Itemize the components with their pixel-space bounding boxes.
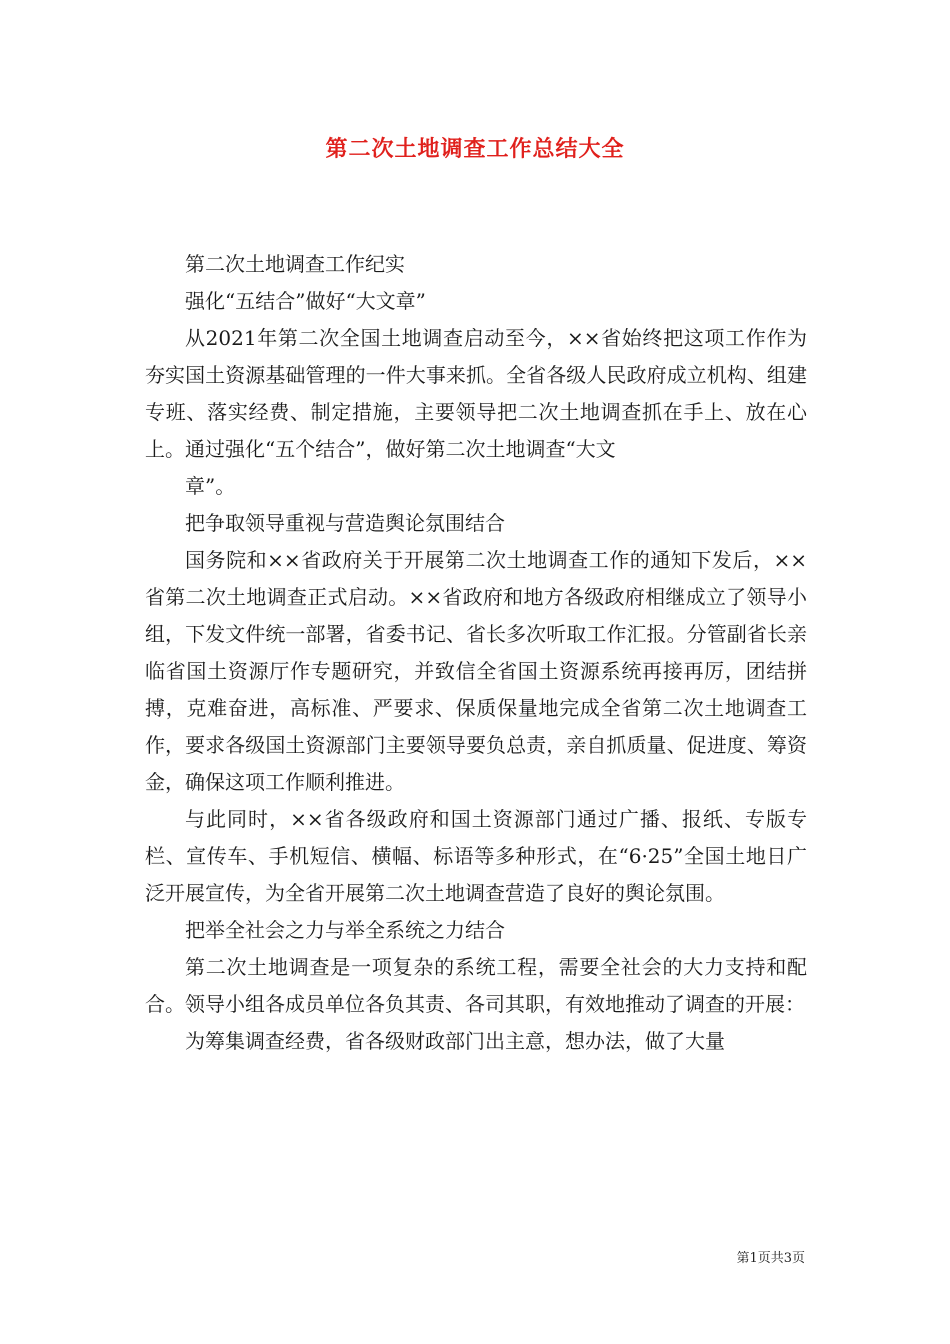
section-heading: 把举全社会之力与举全系统之力结合 — [185, 918, 505, 942]
paragraph: 与此同时，××省各级政府和国土资源部门通过广播、报纸、专版专栏、宣传车、手机短信、横幅、标语等多种形式，在“6·25”全国土地日广泛开展宣传，为全省开展第二次土地调查营造了良好的舆论氛围。 — [145, 807, 807, 905]
paragraph: 为筹集调查经费，省各级财政部门出主意，想办法，做了大量 — [185, 1029, 725, 1053]
paragraph: 国务院和××省政府关于开展第二次土地调查工作的通知下发后，××省第二次土地调查正式启动。××省政府和地方各级政府相继成立了领导小组，下发文件统一部署，省委书记、省长多次听取工作汇报。分管副省长亲临省国土资源厅作专题研究，并致信全省国土资源系统再接再厉，团结拼搏，克难奋进，高标准、严要求、保质保量地完成全省第二次土地调查工作，要求各级国土资源部门主要领导要负总责，亲自抓质量、促进度、筹资金，确保这项工作顺利推进。 — [145, 548, 807, 794]
document-title: 第二次土地调查工作总结大全 — [325, 137, 625, 162]
paragraph: 第二次土地调查是一项复杂的系统工程，需要全社会的大力支持和配合。领导小组各成员单位各负其责、各司其职，有效地推动了调查的开展： — [145, 955, 807, 1016]
paragraph-heading: 强化“五结合”做好“大文章” — [185, 289, 426, 313]
page-number: 第1页共3页 — [736, 1251, 805, 1266]
paragraph: 从2021年第二次全国土地调查启动至今，××省始终把这项工作作为夯实国土资源基础管理的一件大事来抓。全省各级人民政府成立机构、组建专班、落实经费、制定措施，主要领导把二次土地调查抓在手上、放在心上。通过强化“五个结合”，做好第二次土地调查“大文 — [145, 326, 807, 461]
document-body — [145, 246, 807, 1060]
paragraph-subtitle: 第二次土地调查工作纪实 — [185, 252, 405, 276]
section-heading: 把争取领导重视与营造舆论氛围结合 — [185, 511, 505, 535]
paragraph: 章”。 — [185, 474, 236, 498]
